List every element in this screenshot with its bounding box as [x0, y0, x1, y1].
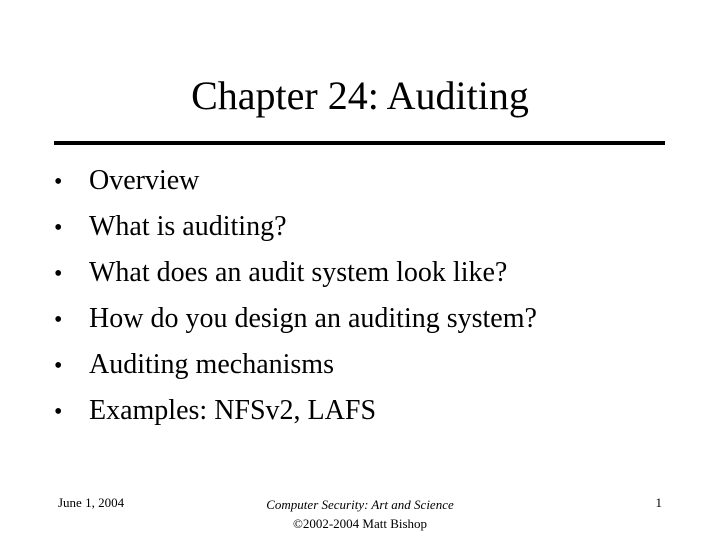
footer-copyright: ©2002-2004 Matt Bishop	[292, 516, 428, 531]
bullet-icon: •	[54, 353, 63, 379]
title-underline	[54, 141, 665, 145]
bullet-text: Examples: NFSv2, LAFS	[89, 395, 377, 426]
list-item	[54, 253, 537, 299]
footer-date: June 1, 2004	[58, 495, 125, 510]
slide-title: Chapter 24: Auditing	[191, 73, 529, 118]
list-item	[54, 161, 537, 207]
footer-citation	[210, 495, 510, 533]
bullet-icon: •	[54, 215, 63, 241]
bullet-icon: •	[54, 399, 63, 425]
bullet-icon: •	[54, 169, 63, 195]
bullet-text: What is auditing?	[89, 211, 287, 242]
page-number: 1	[655, 495, 662, 510]
footer-book-title: Computer Security: Art and Science	[266, 497, 454, 512]
bullet-text: How do you design an auditing system?	[89, 303, 537, 334]
bullet-text: Overview	[89, 165, 200, 196]
list-item	[54, 391, 537, 437]
bullet-icon: •	[54, 307, 63, 333]
bullet-list	[54, 161, 537, 437]
list-item	[54, 299, 537, 345]
list-item	[54, 345, 537, 391]
bullet-text: Auditing mechanisms	[89, 349, 334, 380]
list-item	[54, 207, 537, 253]
bullet-icon: •	[54, 261, 63, 287]
bullet-text: What does an audit system look like?	[89, 257, 508, 288]
